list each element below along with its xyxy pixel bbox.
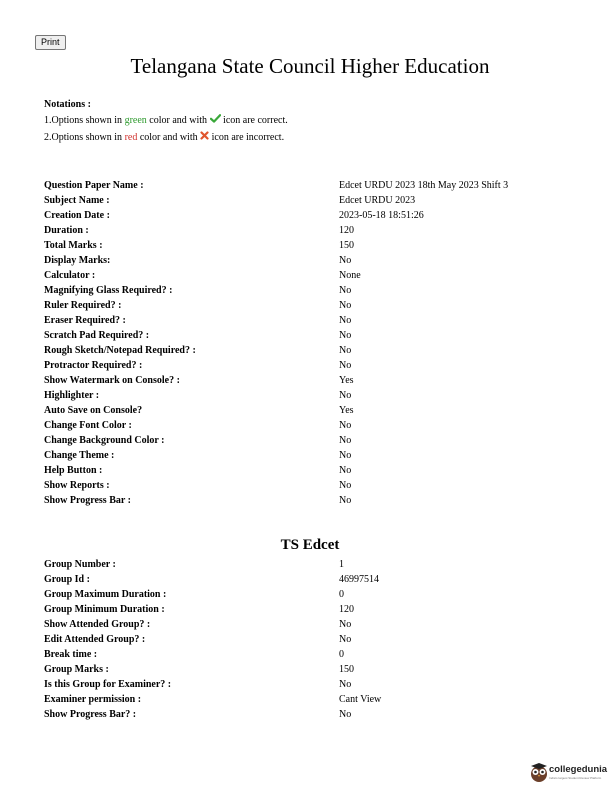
details-row: [44, 268, 579, 283]
field-label: Scratch Pad Required? :: [44, 330, 150, 341]
field-value: 1: [339, 559, 344, 570]
field-value: 0: [339, 649, 344, 660]
field-label: Show Progress Bar? :: [44, 709, 137, 720]
section-title: TS Edcet: [280, 537, 340, 553]
details-row: [44, 298, 579, 313]
group-row: [44, 617, 579, 632]
field-value: Edcet URDU 2023: [339, 195, 416, 206]
field-value: No: [339, 360, 352, 371]
field-label: Break time :: [44, 649, 98, 660]
field-value: No: [339, 465, 352, 476]
field-label: Group Number :: [44, 559, 116, 570]
field-label: Auto Save on Console?: [44, 405, 143, 416]
field-label: Group Marks :: [44, 664, 109, 675]
field-label: Group Minimum Duration :: [44, 604, 165, 615]
details-row: [44, 478, 579, 493]
field-value: No: [339, 634, 352, 645]
field-label: Group Maximum Duration :: [44, 589, 167, 600]
group-row: [44, 692, 579, 707]
details-row: [44, 388, 579, 403]
notation-text: icon are incorrect.: [209, 132, 285, 143]
field-value: No: [339, 495, 352, 506]
owl-icon: [529, 761, 549, 783]
details-row: [44, 373, 579, 388]
field-value: No: [339, 435, 352, 446]
field-label: Examiner permission :: [44, 694, 142, 705]
field-value: No: [339, 679, 352, 690]
group-row: [44, 662, 579, 677]
field-label: Rough Sketch/Notepad Required? :: [44, 345, 196, 356]
details-row: [44, 223, 579, 238]
field-value: No: [339, 390, 352, 401]
logo-tagline: India's largest Student Review Platform: [549, 776, 602, 780]
details-row: [44, 433, 579, 448]
field-value: Yes: [339, 375, 354, 386]
red-word: red: [124, 132, 138, 143]
notations-block: [44, 97, 288, 146]
field-value: No: [339, 255, 352, 266]
field-value: 150: [339, 240, 354, 251]
field-label: Protractor Required? :: [44, 360, 143, 371]
page-title: Telangana State Council Higher Education: [130, 54, 490, 78]
notations-heading: Notations :: [44, 99, 91, 110]
details-row: [44, 493, 579, 508]
field-value: 2023-05-18 18:51:26: [339, 210, 424, 221]
details-row: [44, 358, 579, 373]
logo-brand-text: collegedunia: [549, 764, 608, 775]
checkmark-icon: [210, 112, 221, 129]
field-label: Creation Date :: [44, 210, 110, 221]
field-value: None: [339, 270, 361, 281]
group-details-table: [44, 557, 579, 722]
field-label: Show Attended Group? :: [44, 619, 151, 630]
field-value: No: [339, 345, 352, 356]
question-paper-details-table: [44, 178, 579, 508]
details-row: [44, 253, 579, 268]
field-value: 46997514: [339, 574, 379, 585]
field-label: Duration :: [44, 225, 89, 236]
notation-text: icon are correct.: [220, 115, 288, 126]
group-row: [44, 557, 579, 572]
field-value: 120: [339, 604, 354, 615]
field-label: Total Marks :: [44, 240, 103, 251]
details-row: [44, 328, 579, 343]
notation-text: 2.Options shown in: [44, 132, 125, 143]
cross-icon: [200, 129, 209, 146]
field-label: Eraser Required? :: [44, 315, 126, 326]
field-label: Calculator :: [44, 270, 96, 281]
field-value: No: [339, 709, 352, 720]
field-label: Help Button :: [44, 465, 103, 476]
field-value: 0: [339, 589, 344, 600]
field-value: No: [339, 619, 352, 630]
field-label: Show Progress Bar :: [44, 495, 131, 506]
details-row: [44, 343, 579, 358]
field-label: Is this Group for Examiner? :: [44, 679, 172, 690]
field-value: No: [339, 330, 352, 341]
green-word: green: [124, 115, 147, 126]
notation-text: 1.Options shown in: [44, 115, 125, 126]
field-label: Highlighter :: [44, 390, 100, 401]
field-value: No: [339, 285, 352, 296]
field-value: 150: [339, 664, 354, 675]
notation-text: color and with: [146, 115, 210, 126]
group-row: [44, 602, 579, 617]
collegedunia-logo: [529, 761, 612, 785]
field-value: Edcet URDU 2023 18th May 2023 Shift 3: [339, 180, 509, 191]
group-row: [44, 572, 579, 587]
print-button[interactable]: Print: [35, 35, 66, 50]
group-row: [44, 647, 579, 662]
field-label: Display Marks:: [44, 255, 111, 266]
details-row: [44, 448, 579, 463]
group-row: [44, 707, 579, 722]
field-label: Magnifying Glass Required? :: [44, 285, 173, 296]
field-value: No: [339, 480, 352, 491]
details-row: [44, 463, 579, 478]
field-value: No: [339, 315, 352, 326]
details-row: [44, 418, 579, 433]
field-value: Cant View: [339, 694, 382, 705]
field-label: Ruler Required? :: [44, 300, 122, 311]
details-row: [44, 178, 579, 193]
details-row: [44, 193, 579, 208]
field-label: Show Watermark on Console? :: [44, 375, 180, 386]
field-label: Question Paper Name :: [44, 180, 144, 191]
details-row: [44, 238, 579, 253]
details-row: [44, 403, 579, 418]
group-row: [44, 587, 579, 602]
field-label: Show Reports :: [44, 480, 110, 491]
notation-incorrect: [44, 129, 288, 146]
field-label: Subject Name :: [44, 195, 110, 206]
field-value: No: [339, 420, 352, 431]
group-row: [44, 677, 579, 692]
field-label: Edit Attended Group? :: [44, 634, 146, 645]
field-label: Change Theme :: [44, 450, 115, 461]
field-value: 120: [339, 225, 354, 236]
details-row: [44, 313, 579, 328]
field-label: Group Id :: [44, 574, 90, 585]
field-value: No: [339, 450, 352, 461]
field-value: Yes: [339, 405, 354, 416]
details-row: [44, 283, 579, 298]
notation-text: color and with: [137, 132, 201, 143]
field-value: No: [339, 300, 352, 311]
field-label: Change Font Color :: [44, 420, 132, 431]
notation-correct: [44, 112, 288, 129]
group-row: [44, 632, 579, 647]
field-label: Change Background Color :: [44, 435, 165, 446]
details-row: [44, 208, 579, 223]
